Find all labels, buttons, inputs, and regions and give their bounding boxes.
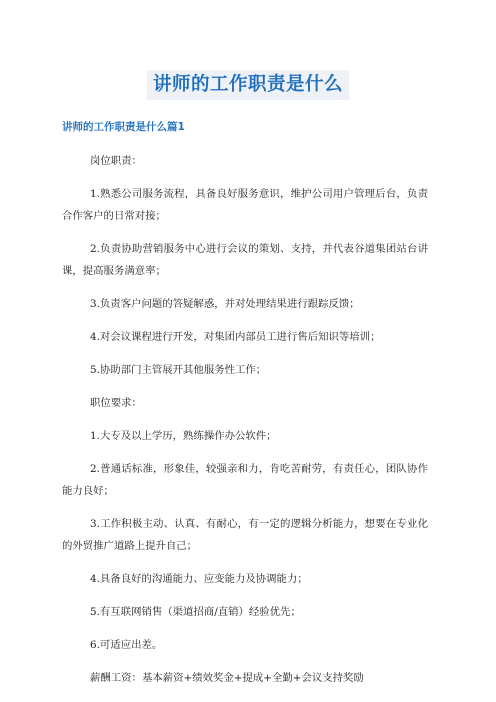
paragraph-requirement-4: 4.具备良好的沟通能力、应变能力及协调能力； xyxy=(90,573,308,585)
paragraph-duty-3: 3.负责客户问题的答疑解惑，并对处理结果进行跟踪反馈； xyxy=(90,298,360,310)
paragraph-requirement-2: 2.普通话标准，形象佳，较强亲和力，肯吃苦耐劳，有责任心，团队协作能力良好； xyxy=(62,463,428,497)
title-container xyxy=(0,70,496,100)
page-title: 讲师的工作职责是什么 xyxy=(147,70,349,100)
paragraph-duty-4: 4.对会议课程进行开发，对集团内部员工进行售后知识等培训； xyxy=(90,331,381,343)
paragraph-requirement-3: 3.工作积极主动、认真、有耐心，有一定的逻辑分析能力，想要在专业化的外贸推广道路上提升自己； xyxy=(62,518,428,552)
paragraph-requirement-1: 1.大专及以上学历，熟练操作办公软件； xyxy=(90,430,277,442)
paragraph-duty-1: 1.熟悉公司服务流程，具备良好服务意识，维护公司用户管理后台，负责合作客户的日常对接； xyxy=(62,188,428,222)
paragraph-duty-5: 5.协助部门主管展开其他服务性工作； xyxy=(90,364,267,376)
paragraph-requirement-6: 6.可适应出差。 xyxy=(90,639,163,651)
paragraph-salary: 薪酬工资：基本薪资+绩效奖金+提成+全勤+会议支持奖励 xyxy=(90,672,364,684)
document-body xyxy=(62,150,428,700)
paragraph-requirements-heading: 职位要求： xyxy=(90,397,142,409)
paragraph-duty-2: 2.负责协助营销服务中心进行会议的策划、支持，并代表谷道集团站台讲课，提高服务满意率； xyxy=(62,243,428,277)
paragraph-requirement-5: 5.有互联网销售（渠道招商/直销）经验优先； xyxy=(90,606,301,618)
paragraph-duties-heading: 岗位职责： xyxy=(90,155,142,167)
section-title: 讲师的工作职责是什么篇1 xyxy=(62,121,185,133)
